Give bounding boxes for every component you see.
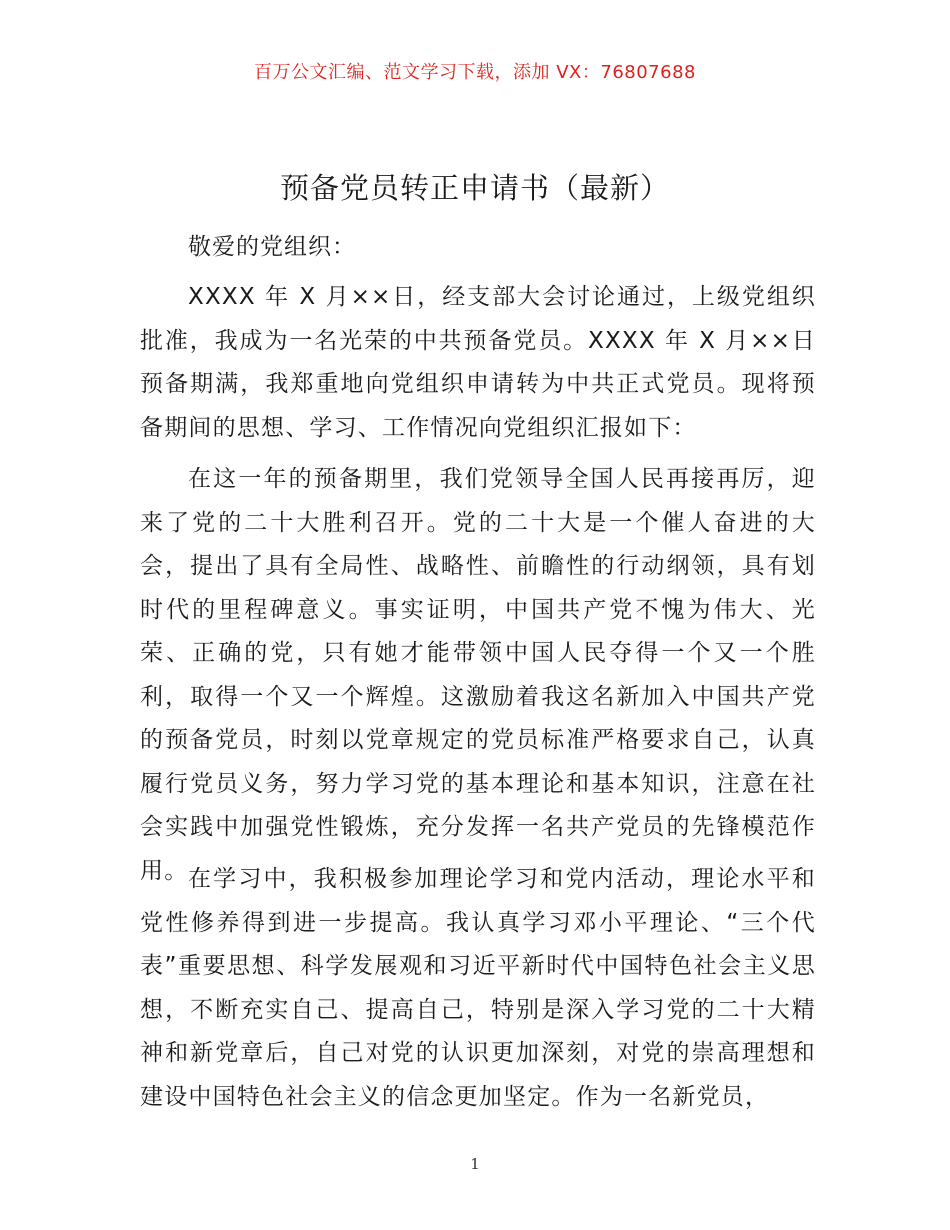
header-promo-text: 百万公文汇编、范文学习下载，添加 VX：76807688 xyxy=(254,62,696,83)
page-number: 1 xyxy=(470,1155,480,1173)
paragraph-3: 在学习中，我积极参加理论学习和党内活动，理论水平和党性修养得到进一步提高。我认真学习邓小平理论、“三个代表”重要思想、科学发展观和习近平新时代中国特色社会主义思想，不断充实自己、提高自己，特别是深入学习党的二十大精神和新党章后，自己对党的认识更加深刻，对党的崇高理想和建设中国特色社会主义的信念更加坚定。作为一名新党员， xyxy=(140,866,816,1110)
salutation: 敬爱的党组织： xyxy=(188,234,356,260)
paragraph-2: 在这一年的预备期里，我们党领导全国人民再接再厉，迎来了党的二十大胜利召开。党的二十大是一个催人奋进的大会，提出了具有全局性、战略性、前瞻性的行动纲领，具有划时代的里程碑意义。事实证明，中国共产党不愧为伟大、光荣、正确的党，只有她才能带领中国人民夺得一个又一个胜利，取得一个又一个辉煌。这激励着我这名新加入中国共产党的预备党员，时刻以党章规定的党员标准严格要求自己，认真履行党员义务，努力学习党的基本理论和基本知识，注意在社会实践中加强党性锻炼，充分发挥一名共产党员的先锋模范作用。 xyxy=(140,466,816,884)
paragraph-1: XXXX 年 X 月××日，经支部大会讨论通过，上级党组织批准，我成为一名光荣的中共预备党员。XXXX 年 X 月××日预备期满，我郑重地向党组织申请转为中共正式党员。现将预备期间的思想、学习、工作情况向党组织汇报如下： xyxy=(140,284,816,441)
document-title: 预备党员转正申请书（最新） xyxy=(279,171,670,205)
